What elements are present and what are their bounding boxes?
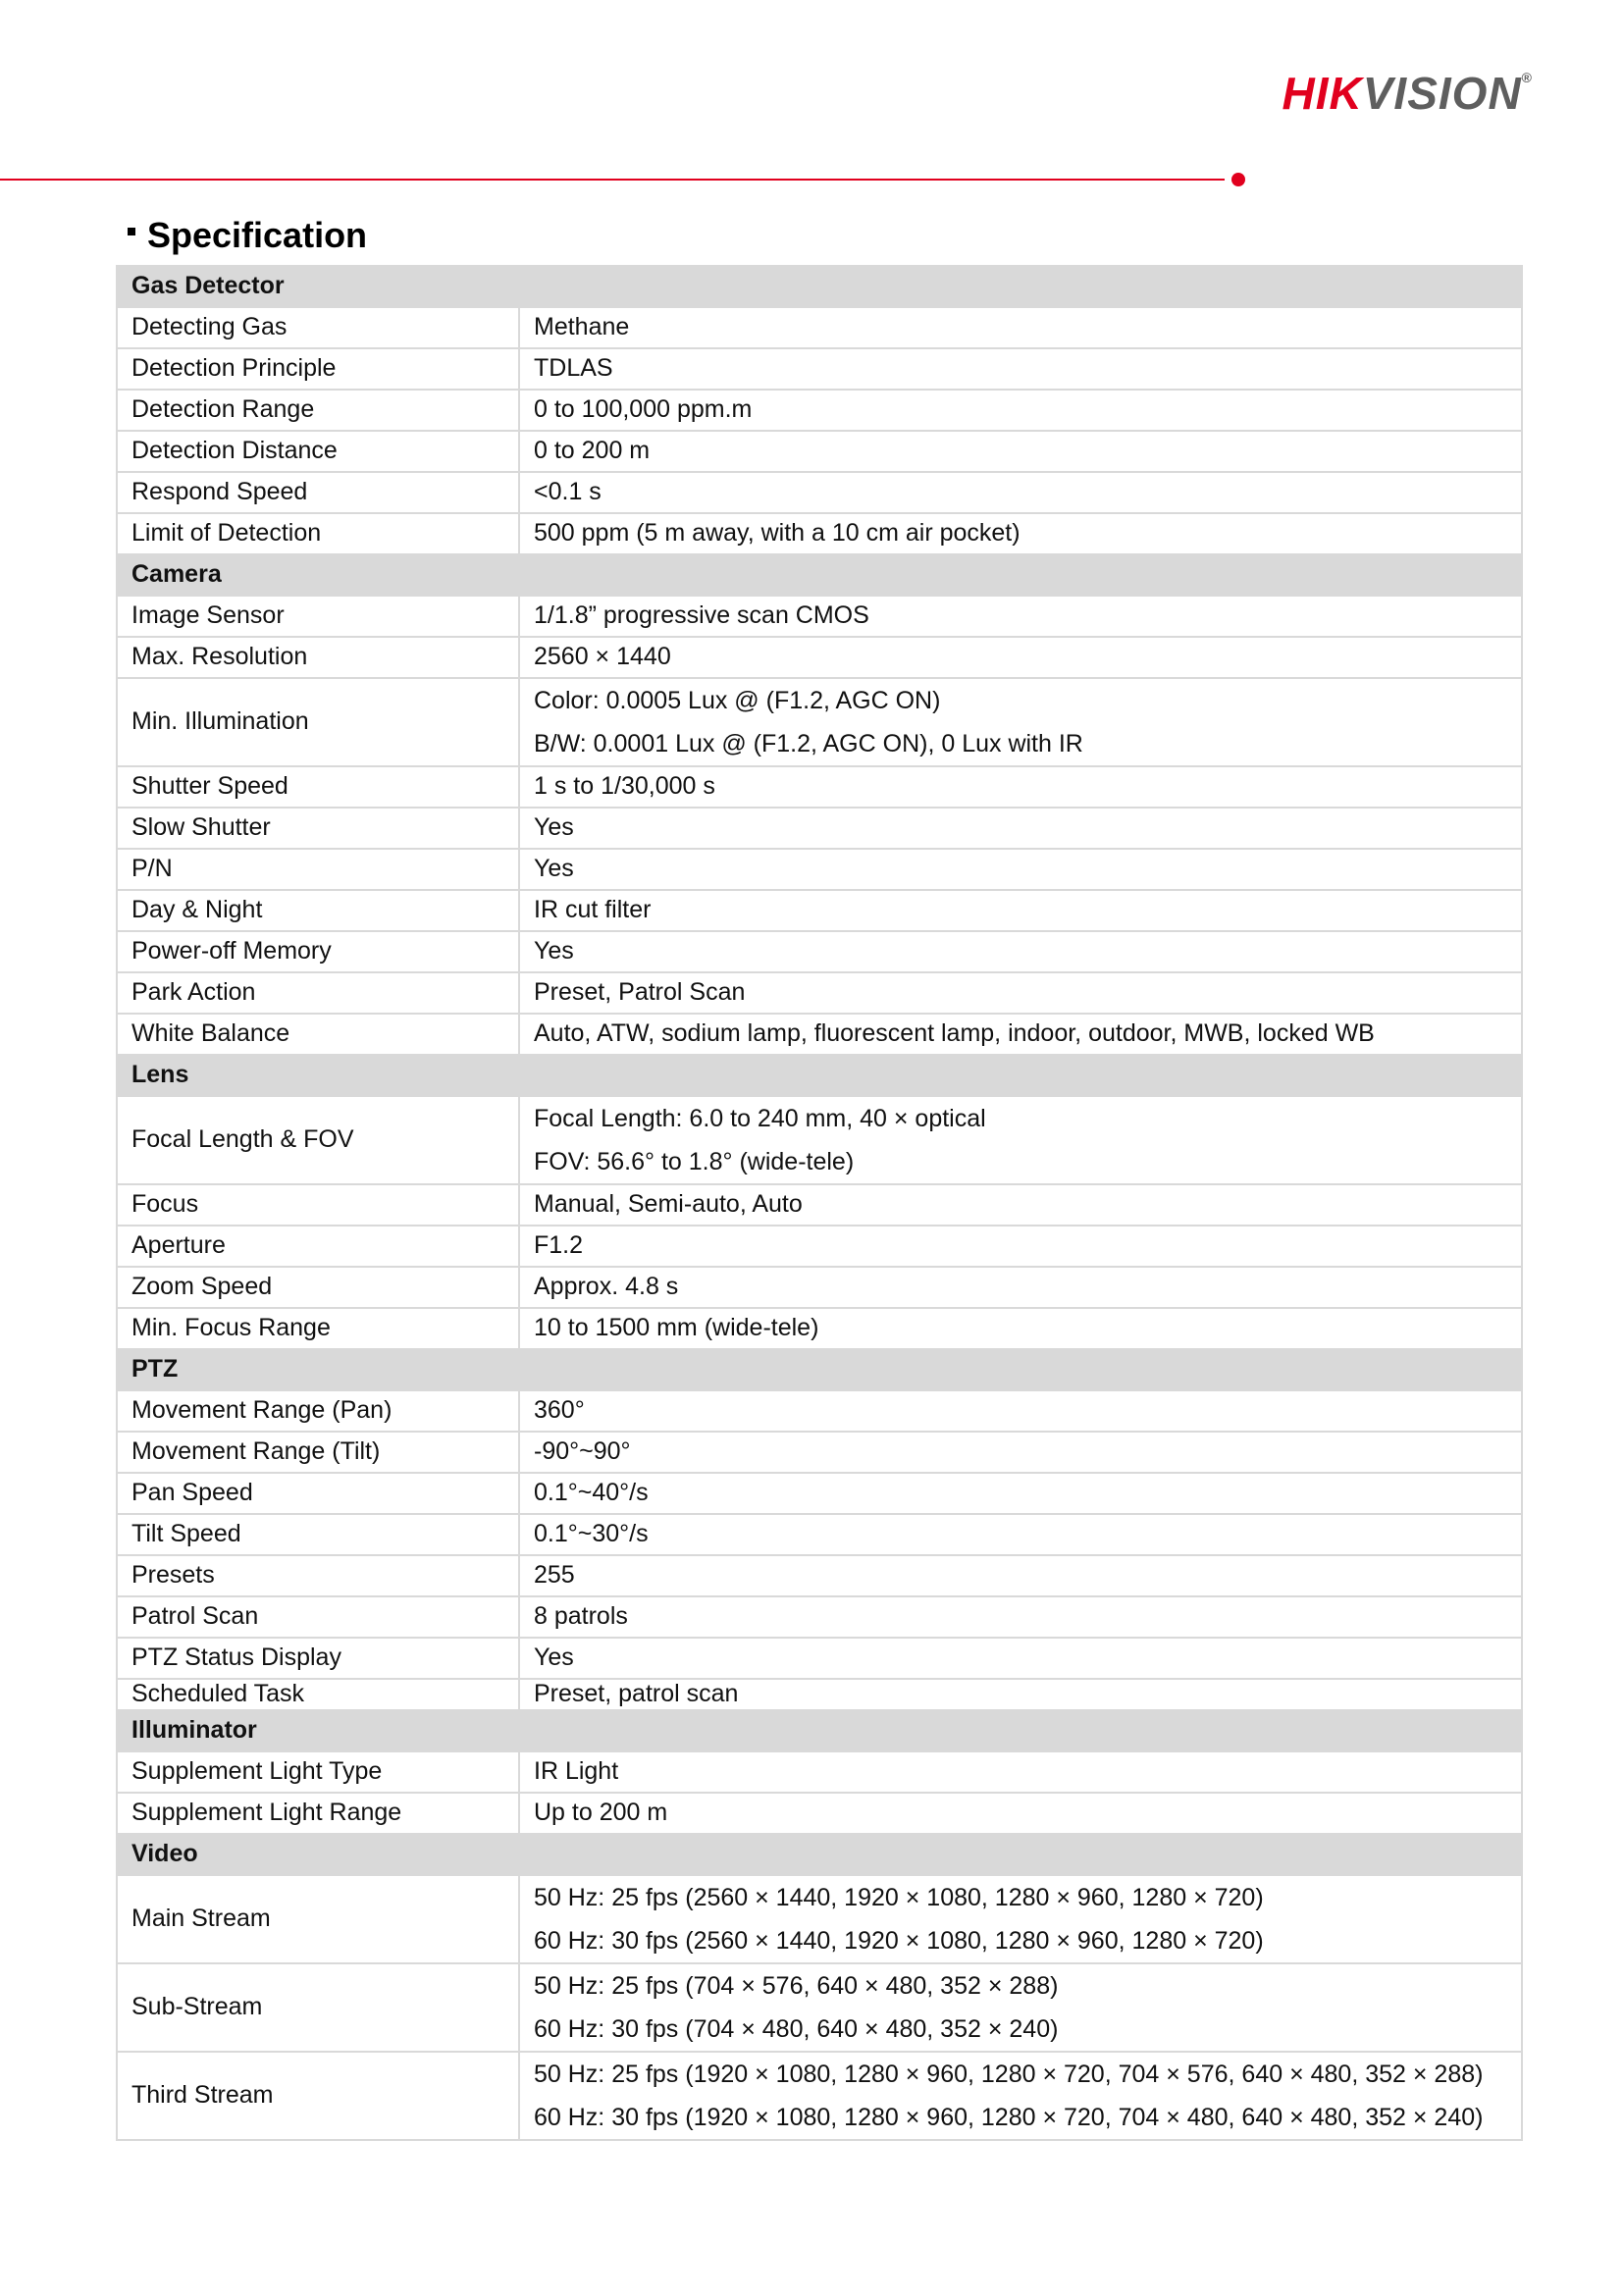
- spec-label: Image Sensor: [117, 596, 519, 637]
- spec-value: -90°~90°: [519, 1432, 1522, 1473]
- spec-row: [117, 1096, 1522, 1184]
- spec-value-line: Color: 0.0005 Lux @ (F1.2, AGC ON): [534, 687, 941, 714]
- spec-value: 10 to 1500 mm (wide-tele): [519, 1308, 1522, 1349]
- spec-value: 1 s to 1/30,000 s: [519, 766, 1522, 808]
- spec-row: [117, 931, 1522, 972]
- spec-label: Tilt Speed: [117, 1514, 519, 1555]
- header-divider-dot: [1231, 173, 1245, 186]
- spec-value: F1.2: [519, 1226, 1522, 1267]
- spec-label: Aperture: [117, 1226, 519, 1267]
- spec-label: Supplement Light Type: [117, 1751, 519, 1793]
- spec-label: Max. Resolution: [117, 637, 519, 678]
- category-title: Lens: [117, 1055, 1522, 1096]
- spec-label: White Balance: [117, 1014, 519, 1055]
- spec-value: [519, 1875, 1522, 1963]
- category-title: Gas Detector: [117, 266, 1522, 307]
- spec-label: Movement Range (Tilt): [117, 1432, 519, 1473]
- spec-label: Zoom Speed: [117, 1267, 519, 1308]
- spec-label: Detection Principle: [117, 348, 519, 390]
- spec-label: Movement Range (Pan): [117, 1390, 519, 1432]
- spec-value: IR Light: [519, 1751, 1522, 1793]
- category-row: [117, 266, 1522, 307]
- spec-label: P/N: [117, 849, 519, 890]
- category-title: Illuminator: [117, 1710, 1522, 1751]
- category-title: PTZ: [117, 1349, 1522, 1390]
- spec-row: [117, 766, 1522, 808]
- spec-value: Approx. 4.8 s: [519, 1267, 1522, 1308]
- spec-row: [117, 808, 1522, 849]
- spec-label: Power-off Memory: [117, 931, 519, 972]
- spec-label: Scheduled Task: [117, 1679, 519, 1710]
- spec-value: [519, 1963, 1522, 2052]
- spec-row: [117, 1638, 1522, 1679]
- logo-part-1: HIK: [1282, 68, 1363, 119]
- spec-label: Min. Focus Range: [117, 1308, 519, 1349]
- spec-label: Detection Range: [117, 390, 519, 431]
- spec-row: [117, 307, 1522, 348]
- header-divider-line: [0, 179, 1225, 181]
- category-title: Camera: [117, 554, 1522, 596]
- spec-row: [117, 1226, 1522, 1267]
- spec-value: 2560 × 1440: [519, 637, 1522, 678]
- spec-value: Preset, Patrol Scan: [519, 972, 1522, 1014]
- spec-value-line: 60 Hz: 30 fps (2560 × 1440, 1920 × 1080, 1280 × 960, 1280 × 720): [534, 1927, 1264, 1955]
- spec-value: 255: [519, 1555, 1522, 1596]
- spec-value-line: Focal Length: 6.0 to 240 mm, 40 × optical: [534, 1105, 986, 1132]
- spec-value-line: B/W: 0.0001 Lux @ (F1.2, AGC ON), 0 Lux with IR: [534, 730, 1083, 757]
- spec-row: [117, 1184, 1522, 1226]
- spec-row: [117, 348, 1522, 390]
- spec-value: 0.1°~40°/s: [519, 1473, 1522, 1514]
- logo-part-2: VISION: [1362, 68, 1522, 119]
- spec-label: Detection Distance: [117, 431, 519, 472]
- spec-row: [117, 1596, 1522, 1638]
- spec-value-line: 50 Hz: 25 fps (1920 × 1080, 1280 × 960, 1280 × 720, 704 × 576, 640 × 480, 352 × 288): [534, 2061, 1484, 2088]
- spec-row: [117, 1308, 1522, 1349]
- spec-row: [117, 1751, 1522, 1793]
- spec-value: Preset, patrol scan: [519, 1679, 1522, 1710]
- spec-row: [117, 513, 1522, 554]
- spec-value-line: 60 Hz: 30 fps (1920 × 1080, 1280 × 960, 1280 × 720, 704 × 480, 640 × 480, 352 × 240): [534, 2104, 1484, 2131]
- spec-value: [519, 678, 1522, 766]
- spec-row: [117, 1555, 1522, 1596]
- logo-registered-mark: ®: [1521, 70, 1533, 85]
- spec-row: [117, 1875, 1522, 1963]
- spec-value: Yes: [519, 849, 1522, 890]
- spec-value: 0 to 100,000 ppm.m: [519, 390, 1522, 431]
- spec-value: Auto, ATW, sodium lamp, fluorescent lamp, indoor, outdoor, MWB, locked WB: [519, 1014, 1522, 1055]
- spec-value: <0.1 s: [519, 472, 1522, 513]
- spec-value: IR cut filter: [519, 890, 1522, 931]
- spec-value: [519, 1096, 1522, 1184]
- spec-label: Day & Night: [117, 890, 519, 931]
- category-row: [117, 1349, 1522, 1390]
- spec-label: Min. Illumination: [117, 678, 519, 766]
- spec-row: [117, 678, 1522, 766]
- page-title-text: Specification: [147, 215, 368, 255]
- spec-row: [117, 1679, 1522, 1710]
- spec-row: [117, 1432, 1522, 1473]
- spec-value: 1/1.8” progressive scan CMOS: [519, 596, 1522, 637]
- spec-label: Respond Speed: [117, 472, 519, 513]
- spec-value: Yes: [519, 931, 1522, 972]
- spec-value-line: 50 Hz: 25 fps (704 × 576, 640 × 480, 352 × 288): [534, 1972, 1059, 2000]
- spec-label: Detecting Gas: [117, 307, 519, 348]
- spec-label: Third Stream: [117, 2052, 519, 2140]
- category-title: Video: [117, 1834, 1522, 1875]
- spec-row: [117, 472, 1522, 513]
- page-title: [128, 215, 368, 255]
- spec-value: 0.1°~30°/s: [519, 1514, 1522, 1555]
- spec-label: Pan Speed: [117, 1473, 519, 1514]
- spec-value: Up to 200 m: [519, 1793, 1522, 1834]
- spec-row: [117, 1473, 1522, 1514]
- category-row: [117, 554, 1522, 596]
- spec-value: [519, 2052, 1522, 2140]
- spec-row: [117, 390, 1522, 431]
- spec-value: 0 to 200 m: [519, 431, 1522, 472]
- spec-value: TDLAS: [519, 348, 1522, 390]
- spec-row: [117, 431, 1522, 472]
- spec-value: 360°: [519, 1390, 1522, 1432]
- spec-label: Supplement Light Range: [117, 1793, 519, 1834]
- spec-label: Focal Length & FOV: [117, 1096, 519, 1184]
- spec-label: Limit of Detection: [117, 513, 519, 554]
- spec-value-line: 60 Hz: 30 fps (704 × 480, 640 × 480, 352 × 240): [534, 2015, 1059, 2043]
- spec-label: Main Stream: [117, 1875, 519, 1963]
- spec-row: [117, 1390, 1522, 1432]
- spec-row: [117, 2052, 1522, 2140]
- spec-value: Manual, Semi-auto, Auto: [519, 1184, 1522, 1226]
- spec-value: 8 patrols: [519, 1596, 1522, 1638]
- spec-row: [117, 1793, 1522, 1834]
- spec-row: [117, 972, 1522, 1014]
- spec-label: Patrol Scan: [117, 1596, 519, 1638]
- spec-row: [117, 1267, 1522, 1308]
- category-row: [117, 1834, 1522, 1875]
- spec-value: Yes: [519, 1638, 1522, 1679]
- title-bullet-icon: [128, 228, 135, 235]
- spec-label: Park Action: [117, 972, 519, 1014]
- spec-value: Methane: [519, 307, 1522, 348]
- category-row: [117, 1710, 1522, 1751]
- spec-row: [117, 1014, 1522, 1055]
- spec-row: [117, 890, 1522, 931]
- spec-value: 500 ppm (5 m away, with a 10 cm air pocket): [519, 513, 1522, 554]
- spec-value-line: FOV: 56.6° to 1.8° (wide-tele): [534, 1148, 855, 1175]
- spec-value-line: 50 Hz: 25 fps (2560 × 1440, 1920 × 1080, 1280 × 960, 1280 × 720): [534, 1884, 1264, 1911]
- spec-label: Presets: [117, 1555, 519, 1596]
- spec-value: Yes: [519, 808, 1522, 849]
- category-row: [117, 1055, 1522, 1096]
- spec-row: [117, 637, 1522, 678]
- spec-label: PTZ Status Display: [117, 1638, 519, 1679]
- spec-label: Shutter Speed: [117, 766, 519, 808]
- spec-row: [117, 1514, 1522, 1555]
- spec-row: [117, 596, 1522, 637]
- specification-table: [116, 265, 1523, 2141]
- spec-label: Focus: [117, 1184, 519, 1226]
- spec-label: Sub-Stream: [117, 1963, 519, 2052]
- hikvision-logo: [1282, 68, 1534, 119]
- spec-row: [117, 849, 1522, 890]
- spec-label: Slow Shutter: [117, 808, 519, 849]
- spec-row: [117, 1963, 1522, 2052]
